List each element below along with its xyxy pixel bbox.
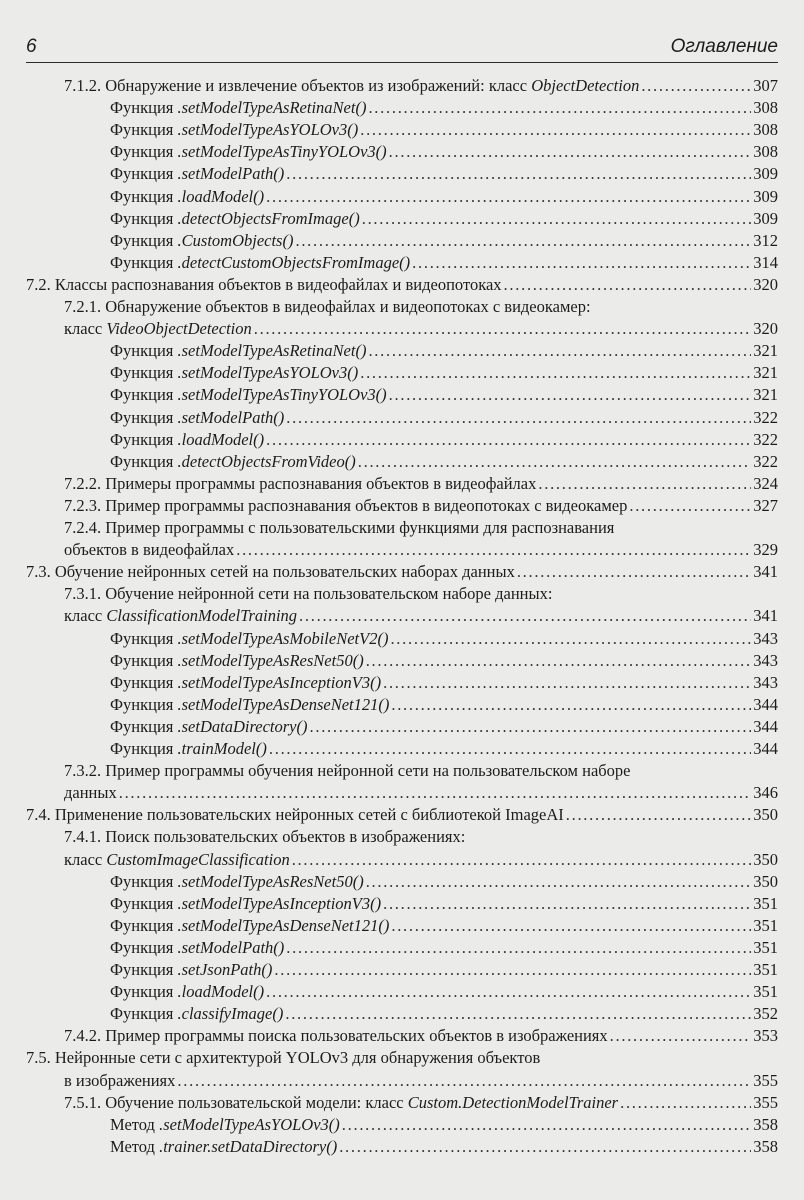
toc-entry[interactable] <box>110 915 778 937</box>
toc-entry-identifier: .classifyImage() <box>177 1004 284 1023</box>
running-title: Оглавление <box>670 36 778 57</box>
toc-entry[interactable] <box>110 340 778 362</box>
toc-entry-label: Функция <box>110 253 178 272</box>
toc-entry-label: объектов в видеофайлах <box>64 540 235 559</box>
toc-page-number: 308 <box>753 142 778 161</box>
toc-entry-label: Функция <box>110 98 178 117</box>
toc-entry-title <box>64 318 252 340</box>
toc-entry-label: Функция <box>110 717 178 736</box>
toc-leader-dots <box>236 539 751 561</box>
toc-page-number: 355 <box>753 1093 778 1112</box>
toc-entry-title <box>110 694 389 716</box>
toc-entry[interactable] <box>110 628 778 650</box>
toc-entry-title <box>110 871 364 893</box>
toc-page-number: 344 <box>753 695 778 714</box>
toc-entry-label: 7.2.3. Пример программы распознавания объектов в видеопотоках с видеокамер <box>64 496 628 515</box>
toc-entry[interactable] <box>110 252 778 274</box>
toc-entry[interactable] <box>110 429 778 451</box>
toc-entry[interactable] <box>110 959 778 981</box>
toc-page-number: 309 <box>753 187 778 206</box>
toc-entry-title <box>110 340 366 362</box>
toc-entry-title <box>110 672 381 694</box>
toc-page-number: 312 <box>753 231 778 250</box>
page-header <box>26 36 778 63</box>
toc-leader-dots <box>366 871 752 893</box>
toc-entry-identifier: .setModelTypeAsYOLOv3() <box>177 363 359 382</box>
toc-leader-dots <box>389 384 752 406</box>
toc-entry[interactable] <box>110 362 778 384</box>
toc-page-number: 350 <box>753 872 778 891</box>
toc-leader-dots <box>360 362 751 384</box>
toc-entry-identifier: .setModelTypeAsYOLOv3() <box>159 1115 340 1134</box>
toc-page-number: 358 <box>753 1137 778 1156</box>
toc-page-number: 351 <box>753 894 778 913</box>
toc-leader-dots <box>299 605 751 627</box>
toc-leader-dots <box>254 318 752 340</box>
toc-entry-label: Функция <box>110 739 178 758</box>
toc-leader-dots <box>383 672 751 694</box>
toc-page-number: 343 <box>753 673 778 692</box>
toc-leader-dots <box>266 429 751 451</box>
toc-entry[interactable] <box>110 738 778 760</box>
toc-entry-label: Функция <box>110 341 178 360</box>
toc-entry-label: Функция <box>110 1004 178 1023</box>
toc-entry-identifier: .setModelTypeAsResNet50() <box>177 651 364 670</box>
toc-entry-label: Функция <box>110 982 178 1001</box>
toc-entry-title <box>64 75 639 97</box>
toc-entry-label: 7.3. Обучение нейронных сетей на пользовательских наборах данных <box>26 562 515 581</box>
toc-entry[interactable] <box>110 1114 778 1136</box>
toc-entry[interactable] <box>110 893 778 915</box>
toc-entry-title <box>110 959 272 981</box>
toc-page-number: 343 <box>753 651 778 670</box>
toc-page-number: 341 <box>753 562 778 581</box>
toc-entry-identifier: .setModelTypeAsTinyYOLOv3() <box>177 385 387 404</box>
toc-page-number: 355 <box>753 1071 778 1090</box>
toc-entry-label: данных <box>64 783 117 802</box>
toc-page-number: 351 <box>753 960 778 979</box>
toc-entry-identifier: .setModelPath() <box>177 164 285 183</box>
toc-page-number: 321 <box>753 385 778 404</box>
toc-leader-dots <box>368 97 751 119</box>
toc-entry-label: Функция <box>110 142 178 161</box>
toc-page-number: 344 <box>753 739 778 758</box>
toc-entry-label: 7.2.2. Примеры программы распознавания объектов в видеофайлах <box>64 474 537 493</box>
toc-entry[interactable] <box>110 119 778 141</box>
toc-entry-identifier: .setModelTypeAsYOLOv3() <box>177 120 359 139</box>
toc-entry-identifier: ObjectDetection <box>531 76 640 95</box>
toc-entry-identifier: .setModelPath() <box>177 938 285 957</box>
toc-entry[interactable] <box>64 75 778 97</box>
toc-entry-title <box>110 141 387 163</box>
toc-entry[interactable] <box>110 141 778 163</box>
toc-entry-title <box>110 1136 337 1158</box>
toc-entry[interactable] <box>110 1003 778 1025</box>
toc-leader-dots <box>177 1070 751 1092</box>
toc-entry-label: класс <box>64 850 107 869</box>
toc-leader-dots <box>339 1136 751 1158</box>
toc-entry[interactable] <box>110 97 778 119</box>
toc-entry-identifier: .setModelPath() <box>177 408 285 427</box>
toc-leader-dots <box>269 738 751 760</box>
toc-page-number: 307 <box>753 76 778 95</box>
toc-entry-identifier: .setModelTypeAsResNet50() <box>177 872 364 891</box>
toc-entry-identifier: .detectObjectsFromImage() <box>177 209 360 228</box>
toc-leader-dots <box>383 893 751 915</box>
toc-line: 7.2.4. Пример программы с пользовательскими функциями для распознавания <box>64 518 615 537</box>
toc-leader-dots <box>285 1003 751 1025</box>
toc-entry-label: Функция <box>110 452 178 471</box>
toc-leader-dots <box>641 75 751 97</box>
toc-line: 7.2.1. Обнаружение объектов в видеофайлах и видеопотоках с видеокамер: <box>64 297 591 316</box>
toc-entry-label: Функция <box>110 120 178 139</box>
toc-leader-dots <box>538 473 751 495</box>
toc-entry[interactable] <box>64 1092 778 1114</box>
toc-entry-title <box>110 429 264 451</box>
toc-leader-dots <box>119 782 752 804</box>
toc-page-number: 341 <box>753 606 778 625</box>
toc-entry-title <box>64 849 290 871</box>
toc-entry[interactable] <box>110 230 778 252</box>
toc-entry-label: 7.5.1. Обучение пользовательской модели: класс <box>64 1093 408 1112</box>
toc-leader-dots <box>390 628 751 650</box>
toc-line: 7.5. Нейронные сети с архитектурой YOLOv3 для обнаружения объектов <box>26 1048 541 1067</box>
toc-entry-label: Функция <box>110 231 178 250</box>
toc-page-number: 346 <box>753 783 778 802</box>
toc-page-number: 353 <box>753 1026 778 1045</box>
toc-entry[interactable] <box>110 871 778 893</box>
toc-entry-title <box>110 650 364 672</box>
toc-entry-identifier: .CustomObjects() <box>177 231 294 250</box>
toc-entry[interactable] <box>110 672 778 694</box>
toc-leader-dots <box>266 981 751 1003</box>
toc-leader-dots <box>360 119 751 141</box>
toc-entry-title <box>110 384 387 406</box>
toc-page-number: 309 <box>753 209 778 228</box>
toc-leader-dots <box>292 849 752 871</box>
toc-entry-label: Функция <box>110 408 178 427</box>
toc-page-number: 322 <box>753 408 778 427</box>
toc-entry-title <box>110 915 389 937</box>
toc-leader-dots <box>310 716 752 738</box>
toc-page-number: 351 <box>753 916 778 935</box>
toc-entry[interactable] <box>64 318 778 340</box>
toc-leader-dots <box>286 937 751 959</box>
toc-entry-label: Функция <box>110 673 178 692</box>
toc-entry-title <box>110 738 267 760</box>
toc-entry-label: 7.4. Применение пользовательских нейронных сетей с библиотекой ImageAI <box>26 805 564 824</box>
toc-entry-title <box>110 119 358 141</box>
toc-entry-label: в изображениях <box>64 1071 176 1090</box>
toc-entry-identifier: .detectCustomObjectsFromImage() <box>177 253 411 272</box>
toc-entry-identifier: .setModelTypeAsInceptionV3() <box>177 894 382 913</box>
toc-entry-label: Функция <box>110 872 178 891</box>
toc-entry-label: 7.1.2. Обнаружение и извлечение объектов из изображений: класс <box>64 76 532 95</box>
toc-entry-label: класс <box>64 606 107 625</box>
toc-entry-title <box>64 1025 608 1047</box>
toc-entry-title <box>26 561 515 583</box>
toc-entry-title <box>64 1070 175 1092</box>
toc-entry[interactable] <box>110 981 778 1003</box>
toc-entry-identifier: .detectObjectsFromVideo() <box>177 452 356 471</box>
toc-entry-identifier: .loadModel() <box>177 430 265 449</box>
toc-leader-dots <box>286 407 751 429</box>
toc-entry-identifier: .setModelTypeAsTinyYOLOv3() <box>177 142 387 161</box>
page-number: 6 <box>26 36 37 57</box>
toc-entry-identifier: .setModelTypeAsDenseNet121() <box>177 916 390 935</box>
toc-entry-title <box>110 208 360 230</box>
toc-page-number: 321 <box>753 363 778 382</box>
toc-page-number: 350 <box>753 805 778 824</box>
toc-line: 7.4.1. Поиск пользовательских объектов в изображениях: <box>64 827 466 846</box>
toc-entry[interactable] <box>110 163 778 185</box>
toc-leader-dots <box>391 915 751 937</box>
toc-entry-title <box>64 495 627 517</box>
toc-entry-title <box>110 1003 283 1025</box>
toc-entry[interactable] <box>64 1025 778 1047</box>
toc-entry-identifier: ClassificationModelTraining <box>106 606 298 625</box>
toc-line: 7.3.2. Пример программы обучения нейронной сети на пользовательском наборе <box>64 761 631 780</box>
toc-entry-title <box>110 407 284 429</box>
toc-entry-label: Функция <box>110 894 178 913</box>
toc-entry[interactable] <box>110 451 778 473</box>
toc-entry[interactable] <box>64 539 778 561</box>
toc-entry-label: 7.2. Классы распознавания объектов в видеофайлах и видеопотоках <box>26 275 502 294</box>
toc-entry[interactable] <box>110 1136 778 1158</box>
toc-entry-title <box>110 186 264 208</box>
toc-page-number: 321 <box>753 341 778 360</box>
toc-entry-title <box>64 1092 618 1114</box>
toc-entry-title <box>26 804 564 826</box>
toc-leader-dots <box>295 230 751 252</box>
toc-leader-dots <box>517 561 751 583</box>
toc-leader-dots <box>629 495 751 517</box>
toc-entry[interactable] <box>110 208 778 230</box>
toc-page-number: 308 <box>753 98 778 117</box>
toc-page-number: 322 <box>753 452 778 471</box>
toc-entry[interactable] <box>110 716 778 738</box>
toc-leader-dots <box>620 1092 751 1114</box>
toc-entry[interactable] <box>110 694 778 716</box>
toc-page-number: 309 <box>753 164 778 183</box>
toc-entry-label: 7.4.2. Пример программы поиска пользовательских объектов в изображениях <box>64 1026 608 1045</box>
toc-page-number: 343 <box>753 629 778 648</box>
toc-leader-dots <box>266 186 751 208</box>
toc-page-number: 324 <box>753 474 778 493</box>
toc-entry-title <box>26 274 502 296</box>
toc-entry-label: класс <box>64 319 107 338</box>
toc-entry-identifier: .trainModel() <box>177 739 267 758</box>
toc-entry-title <box>110 981 264 1003</box>
toc-entry-title <box>110 937 284 959</box>
toc-page-number: 320 <box>753 319 778 338</box>
toc-entry-label: Функция <box>110 651 178 670</box>
toc-entry[interactable] <box>64 605 778 627</box>
toc-entry-title <box>110 451 356 473</box>
toc-entry[interactable] <box>64 782 778 804</box>
toc-leader-dots <box>342 1114 751 1136</box>
toc-page-number: 320 <box>753 275 778 294</box>
toc-page-number: 350 <box>753 850 778 869</box>
toc-entry-label: Функция <box>110 938 178 957</box>
toc-entry-title <box>110 628 388 650</box>
toc-entry-identifier: .setModelTypeAsRetinaNet() <box>177 98 367 117</box>
toc-leader-dots <box>391 694 751 716</box>
toc-entry-title <box>64 539 234 561</box>
toc-entry[interactable] <box>110 650 778 672</box>
toc-entry-identifier: CustomImageClassification <box>106 850 290 869</box>
toc-leader-dots <box>286 163 751 185</box>
toc-entry-identifier: .setModelTypeAsDenseNet121() <box>177 695 390 714</box>
toc-entry[interactable] <box>26 561 778 583</box>
toc-page-number: 327 <box>753 496 778 515</box>
toc-entry-title <box>110 893 381 915</box>
toc-entry-label: Функция <box>110 209 178 228</box>
toc-entry-label: Функция <box>110 916 178 935</box>
toc-entry-title <box>110 97 366 119</box>
toc-entry-label: Функция <box>110 164 178 183</box>
toc-entry-identifier: .setModelTypeAsInceptionV3() <box>177 673 382 692</box>
toc-entry-label: Функция <box>110 695 178 714</box>
toc-entry-identifier: .setModelTypeAsRetinaNet() <box>177 341 367 360</box>
toc-entry[interactable] <box>64 495 778 517</box>
toc-entry[interactable] <box>26 274 778 296</box>
toc-entry[interactable] <box>110 937 778 959</box>
toc-leader-dots <box>368 340 751 362</box>
toc-entry-title <box>110 716 308 738</box>
toc-entry-label: Функция <box>110 363 178 382</box>
toc-page-number: 352 <box>753 1004 778 1023</box>
toc-entry-title <box>110 252 410 274</box>
toc-entry-title <box>110 163 284 185</box>
toc-entry-label: Метод <box>110 1137 160 1156</box>
toc-entry-label: Функция <box>110 187 178 206</box>
toc-page-number: 358 <box>753 1115 778 1134</box>
toc-leader-dots <box>412 252 751 274</box>
toc-page-number: 308 <box>753 120 778 139</box>
toc-leader-dots <box>504 274 752 296</box>
toc-entry-identifier: .setModelTypeAsMobileNetV2() <box>177 629 389 648</box>
toc-page-number: 351 <box>753 938 778 957</box>
toc-page-number: 329 <box>753 540 778 559</box>
toc-entry-identifier: .trainer.setDataDirectory() <box>159 1137 338 1156</box>
toc-entry-label: Функция <box>110 629 178 648</box>
toc-leader-dots <box>566 804 752 826</box>
toc-entry[interactable] <box>64 849 778 871</box>
toc-leader-dots <box>362 208 752 230</box>
toc-leader-dots <box>358 451 752 473</box>
toc-leader-dots <box>366 650 752 672</box>
toc-entry-label: Метод <box>110 1115 160 1134</box>
toc-leader-dots <box>274 959 751 981</box>
toc-line: 7.3.1. Обучение нейронной сети на пользовательском наборе данных: <box>64 584 553 603</box>
toc-entry-title <box>64 782 117 804</box>
toc-entry-title <box>110 1114 340 1136</box>
toc-page-number: 322 <box>753 430 778 449</box>
toc-leader-dots <box>389 141 752 163</box>
toc-page-number: 351 <box>753 982 778 1001</box>
toc-entry-identifier: .setJsonPath() <box>177 960 273 979</box>
toc-entry-title <box>110 362 358 384</box>
toc-entry-title <box>64 473 536 495</box>
toc-entry[interactable] <box>64 1070 778 1092</box>
toc-entry-identifier: .loadModel() <box>177 982 265 1001</box>
toc-leader-dots <box>610 1025 752 1047</box>
toc-entry-identifier: Custom.DetectionModelTrainer <box>407 1093 619 1112</box>
toc-page-number: 344 <box>753 717 778 736</box>
toc-entry-identifier: .setDataDirectory() <box>177 717 308 736</box>
toc-entry[interactable] <box>110 407 778 429</box>
toc-entry-title <box>64 605 297 627</box>
toc-entry-title <box>110 230 293 252</box>
toc-page-number: 314 <box>753 253 778 272</box>
toc-entry-identifier: .loadModel() <box>177 187 265 206</box>
toc-entry-label: Функция <box>110 385 178 404</box>
toc-entry[interactable] <box>110 186 778 208</box>
toc-entry[interactable] <box>64 473 778 495</box>
toc-entry-label: Функция <box>110 960 178 979</box>
toc-entry[interactable] <box>26 804 778 826</box>
toc-entry-identifier: VideoObjectDetection <box>106 319 252 338</box>
toc-entry[interactable] <box>110 384 778 406</box>
toc-entry-label: Функция <box>110 430 178 449</box>
